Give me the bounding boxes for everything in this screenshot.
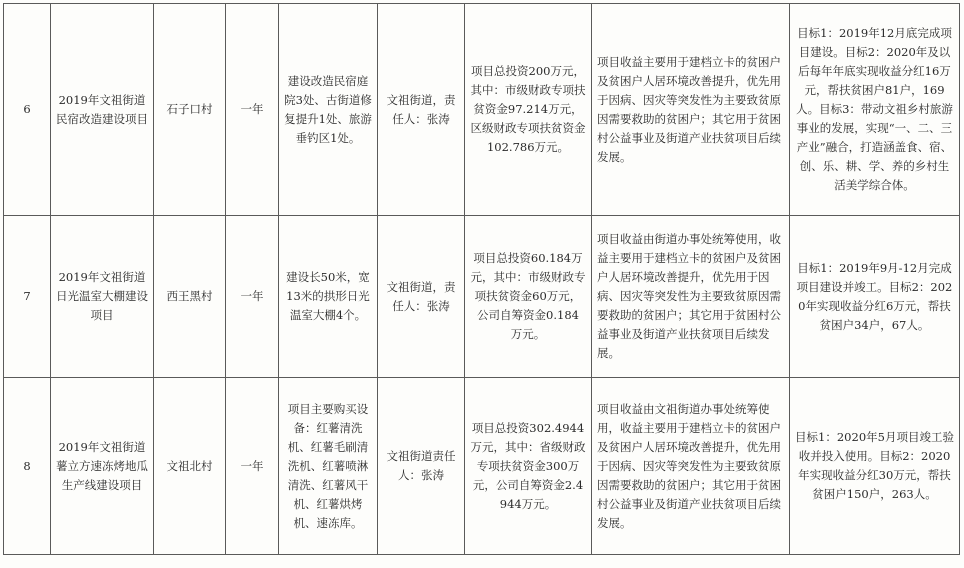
row-number: 7 (4, 216, 51, 378)
benefit-distribution: 项目收益由文祖街道办事处统筹使用，收益主要用于建档立卡的贫困户及贫困户人居环境改善提升，优先用于因病、因灾等突发性为主要致贫原因需要救助的贫困户；其它用于贫困村公益事业及街道产业扶贫项目后续发展。 (592, 378, 790, 555)
table-row (4, 4, 960, 216)
period: 一年 (226, 4, 279, 216)
investment: 项目总投资302.4944万元，其中：省级财政专项扶贫资金300万元，公司自筹资金2.4944万元。 (465, 378, 592, 555)
table-row (4, 216, 960, 378)
table-row (4, 378, 960, 555)
performance-target: 目标1：2019年9月-12月完成项目建设并竣工。目标2：2020年实现收益分红6万元，帮扶贫困户34户，67人。 (790, 216, 960, 378)
period: 一年 (226, 216, 279, 378)
row-number: 8 (4, 378, 51, 555)
investment: 项目总投资200万元，其中：市级财政专项扶贫资金97.214万元，区级财政专项扶贫资金102.786万元。 (465, 4, 592, 216)
performance-target: 目标1：2020年5月项目竣工验收并投入使用。目标2：2020年实现收益分红30万元，帮扶贫困户150户，263人。 (790, 378, 960, 555)
construction-content: 建设改造民宿庭院3处、古街道修复提升1处、旅游垂钓区1处。 (279, 4, 378, 216)
project-name: 2019年文祖街道民宿改造建设项目 (51, 4, 154, 216)
responsible-party: 文祖街道，责任人：张涛 (378, 216, 465, 378)
construction-content: 建设长50米，宽13米的拱形日光温室大棚4个。 (279, 216, 378, 378)
project-name: 2019年文祖街道日光温室大棚建设项目 (51, 216, 154, 378)
village: 石子口村 (154, 4, 226, 216)
village: 文祖北村 (154, 378, 226, 555)
benefit-distribution: 项目收益由街道办事处统筹使用，收益主要用于建档立卡的贫困户及贫困户人居环境改善提升，优先用于因病、因灾等突发性为主要致贫原因需要救助的贫困户；其它用于贫困村公益事业及街道产业扶贫项目后续发展。 (592, 216, 790, 378)
performance-target: 目标1：2019年12月底完成项目建设。目标2：2020年及以后每年年底实现收益分红16万元，帮扶贫困户81户，169人。目标3：带动文祖乡村旅游事业的发展，实现“一、二、三产业”融合，打造涵盖食、宿、创、乐、耕、学、养的乡村生活美学综合体。 (790, 4, 960, 216)
village: 西王黑村 (154, 216, 226, 378)
investment: 项目总投资60.184万元，其中：市级财政专项扶贫资金60万元，公司自筹资金0.184 万元。 (465, 216, 592, 378)
project-name: 2019年文祖街道薯立方速冻烤地瓜生产线建设项目 (51, 378, 154, 555)
construction-content: 项目主要购买设备：红薯清洗机、红薯毛刷清洗机、红薯喷淋清洗、红薯风干机、红薯烘烤机、速冻库。 (279, 378, 378, 555)
period: 一年 (226, 378, 279, 555)
responsible-party: 文祖街道，责任人：张涛 (378, 4, 465, 216)
benefit-distribution: 项目收益主要用于建档立卡的贫困户及贫困户人居环境改善提升，优先用于因病、因灾等突发性为主要致贫原因需要救助的贫困户；其它用于贫困村公益事业及街道产业扶贫项目后续发展。 (592, 4, 790, 216)
responsible-party: 文祖街道责任人：张涛 (378, 378, 465, 555)
row-number: 6 (4, 4, 51, 216)
project-table (3, 3, 960, 555)
